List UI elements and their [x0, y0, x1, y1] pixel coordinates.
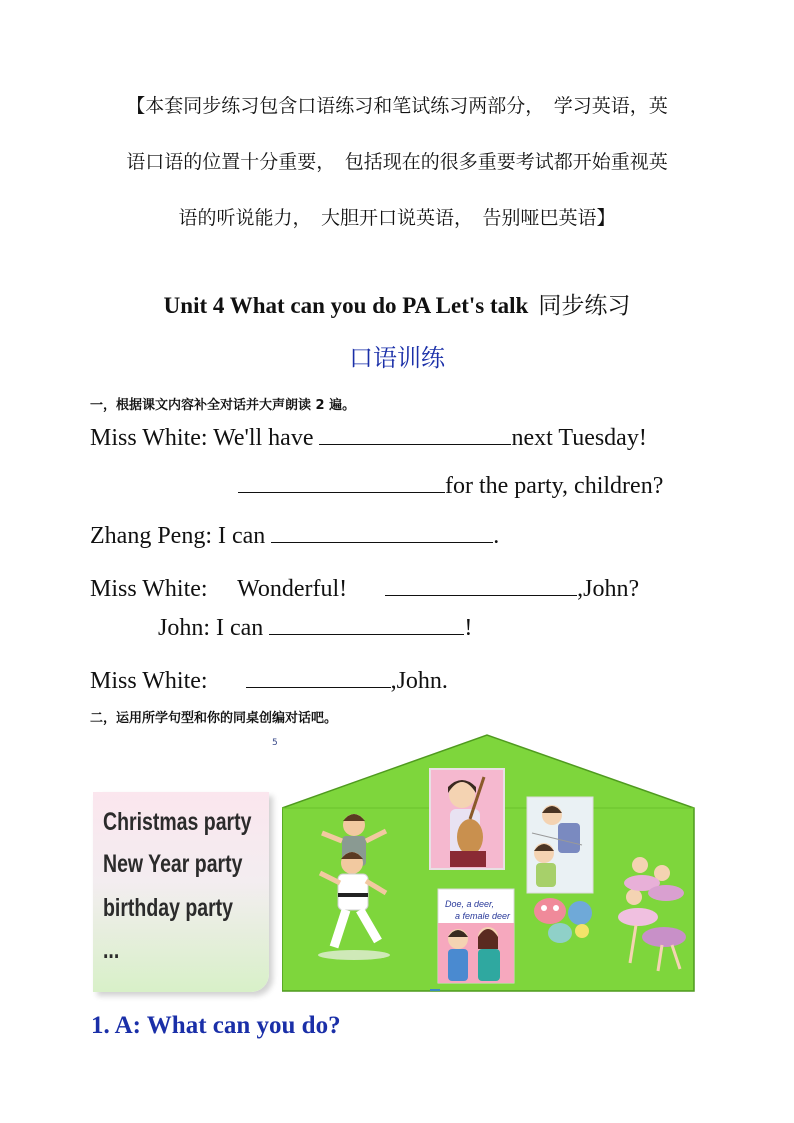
answer-blank[interactable] — [269, 614, 464, 635]
dialogue-text: John: I can — [158, 615, 270, 641]
dialogue-text: Zhang Peng: I can — [90, 523, 272, 549]
dialogue-line-3 — [90, 522, 499, 550]
dialogue-text: for the party, children? — [445, 473, 664, 499]
dialogue-text: next Tuesday! — [511, 425, 647, 451]
song-caption-2: a female deer — [455, 911, 511, 921]
party-types-card — [93, 792, 269, 992]
dialogue-line-5 — [158, 614, 472, 642]
dialogue-line-6 — [90, 660, 448, 695]
exercise-2-instruction: 二，运用所学句型和你的同桌创编对话吧。 — [90, 711, 338, 726]
dialogue-line-2 — [238, 472, 663, 500]
title-chinese: 同步练习 — [538, 293, 631, 319]
dialogue-line-4 — [90, 568, 639, 603]
party-item-christmas: Christmas party — [103, 808, 252, 836]
party-item-new-year: New Year party — [103, 850, 243, 878]
dialogue-text: . — [493, 523, 500, 549]
answer-blank[interactable] — [271, 522, 493, 543]
drawing-kids-picture — [527, 797, 593, 893]
section-heading: 口语训练 — [349, 344, 445, 372]
dialogue-text: Miss White: — [90, 668, 232, 694]
singing-kids-picture — [438, 889, 514, 983]
intro-line-3: 语的听说能力， 大胆开口说英语， 告别哑巴英语】 — [178, 207, 616, 229]
intro-paragraph — [80, 78, 714, 246]
intro-line-1: 【本套同步练习包含口语练习和笔试练习两部分， 学习英语，英 — [126, 95, 668, 117]
answer-blank[interactable] — [238, 472, 445, 493]
answer-blank[interactable] — [319, 424, 511, 445]
question-1: 1. A: What can you do? — [91, 1012, 341, 1039]
song-caption-1: Doe, a deer, — [445, 899, 495, 909]
dialogue-text: Miss White: Wonderful! — [90, 576, 348, 602]
dialogue-text: ,John. — [390, 668, 448, 694]
page-marker: 5 — [272, 738, 278, 748]
party-item-more: ... — [103, 936, 120, 964]
pipa-player-picture — [430, 769, 504, 869]
dialogue-text: ,John? — [577, 576, 640, 602]
kung-fu-kids-picture — [314, 811, 396, 960]
exercise-1-instruction: 一，根据课文内容补全对话并大声朗读 2 遍。 — [90, 398, 356, 413]
intro-line-2: 语口语的位置十分重要， 包括现在的很多重要考试都开始重视英 — [126, 151, 668, 173]
dialogue-line-1 — [90, 424, 647, 452]
dialogue-text: Miss White: We'll have — [90, 425, 320, 451]
dialogue-text: ! — [464, 615, 473, 641]
title-english: Unit 4 What can you do PA Let's talk — [163, 293, 529, 318]
party-house-illustration — [282, 733, 696, 995]
answer-blank[interactable] — [385, 575, 577, 596]
party-item-birthday: birthday party — [103, 894, 234, 922]
answer-blank[interactable] — [246, 667, 391, 688]
page-title — [0, 287, 794, 320]
